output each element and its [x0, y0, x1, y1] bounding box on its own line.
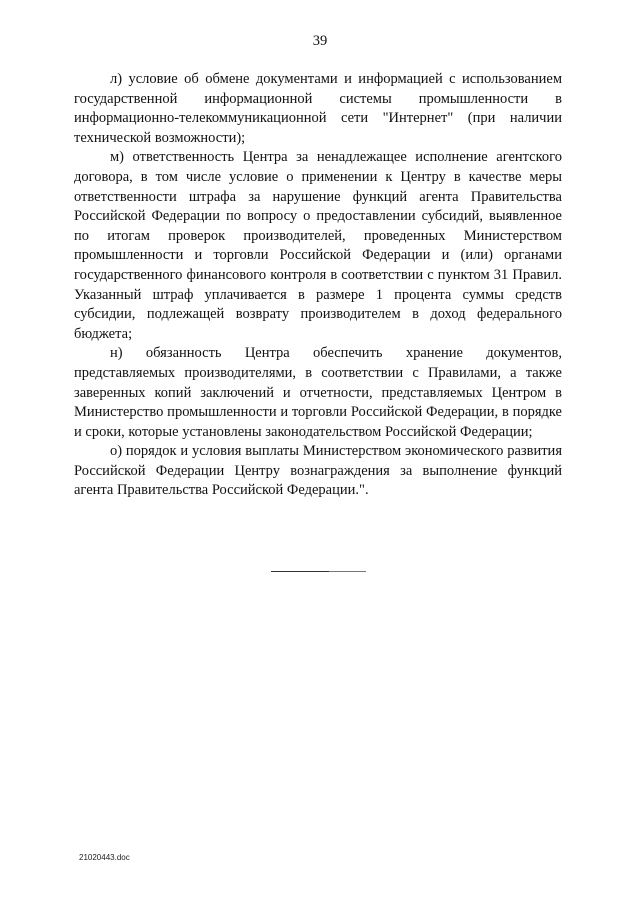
document-id: 21020443.doc	[79, 853, 130, 862]
closing-rule	[271, 571, 366, 572]
document-body	[74, 70, 562, 501]
paragraph-o: о) порядок и условия выплаты Министерством экономического развития Российской Федерации Центру вознаграждения за выполнение функций агента Правительства Российской Федерации.".	[74, 443, 562, 499]
paragraph-n: н) обязанность Центра обеспечить хранение документов, представляемых производителями, в соответствии с Правилами, а также заверенных копий заключений и отчетности, представляемых Центром в Министерство промышленности и торговли Российской Федерации, в порядке и сроки, которые установлены законодательством Российской Федерации;	[74, 345, 562, 440]
paragraph-m: м) ответственность Центра за ненадлежащее исполнение агентского договора, в том числе условие о применении к Центру в качестве меры ответственности штрафа за нарушение функций агента Правительства Российской Федерации по вопросу о предоставлении субсидий, выявленное по итогам проверок производителей, проведенных Министерством промышленности и торговли Российской Федерации и (или) органами государственного финансового контроля в соответствии с пунктом 31 Правил. Указанный штраф уплачивается в размере 1 процента суммы средств субсидии, подлежащей возврату производителем в доход федерального бюджета;	[74, 149, 562, 342]
paragraph-l: л) условие об обмене документами и информацией с использованием государственной информационной системы промышленности в информационно-телекоммуникационной сети "Интернет" (при наличии технической возможности);	[74, 71, 562, 146]
page-number: 39	[312, 33, 328, 49]
